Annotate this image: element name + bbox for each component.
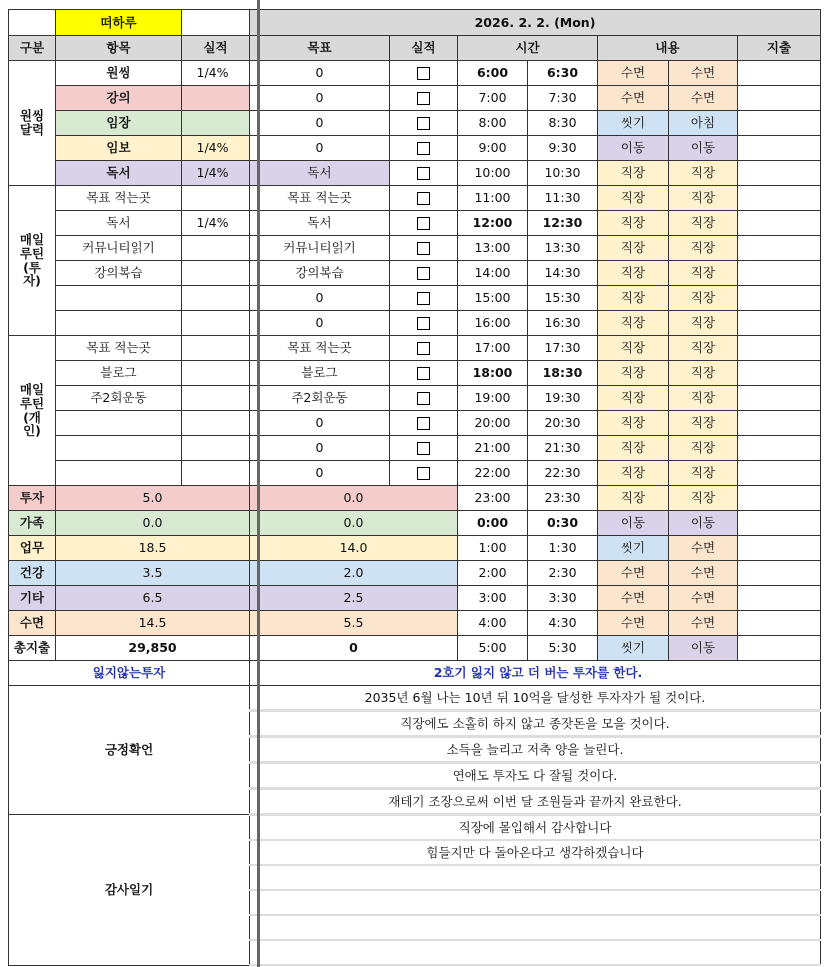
expense-cell[interactable] [738, 161, 821, 186]
expense-cell[interactable] [738, 136, 821, 161]
summary-label: 건강 [9, 561, 56, 586]
content-cell: 이동 [669, 136, 738, 161]
content-cell: 수면 [669, 611, 738, 636]
checkbox-cell [390, 61, 458, 86]
summary-actual: 3.5 [56, 561, 250, 586]
time-start: 21:00 [458, 436, 528, 461]
item-cell: 임장 [56, 111, 182, 136]
checkbox-cell [390, 286, 458, 311]
time-end: 16:30 [528, 311, 598, 336]
item-cell [56, 311, 182, 336]
expense-cell[interactable] [738, 286, 821, 311]
time-start: 23:00 [458, 486, 528, 511]
checkbox[interactable] [417, 267, 430, 280]
expense-cell[interactable] [738, 561, 821, 586]
affirmation-row [9, 686, 821, 711]
checkbox[interactable] [417, 92, 430, 105]
content-cell: 이동 [669, 636, 738, 661]
checkbox[interactable] [417, 442, 430, 455]
checkbox-cell [390, 186, 458, 211]
item-cell: 독서 [56, 211, 182, 236]
checkbox[interactable] [417, 392, 430, 405]
result-cell [182, 236, 250, 261]
content-cell: 직장 [669, 336, 738, 361]
goal-cell: 0 [250, 311, 390, 336]
goal-cell: 목표 적는곳 [250, 186, 390, 211]
goal-cell: 블로그 [250, 361, 390, 386]
content-cell: 직장 [669, 236, 738, 261]
content-cell: 직장 [598, 211, 669, 236]
result-cell: 1/4% [182, 61, 250, 86]
summary-row [9, 511, 821, 536]
result-cell [182, 386, 250, 411]
time-end: 12:30 [528, 211, 598, 236]
goal-cell: 0 [250, 461, 390, 486]
expense-cell[interactable] [738, 386, 821, 411]
item-cell [56, 286, 182, 311]
result-cell [182, 361, 250, 386]
checkbox[interactable] [417, 117, 430, 130]
content-cell: 이동 [669, 511, 738, 536]
content-cell: 직장 [598, 236, 669, 261]
content-cell: 직장 [669, 461, 738, 486]
expense-cell[interactable] [738, 461, 821, 486]
time-end: 20:30 [528, 411, 598, 436]
gratitude-line[interactable] [250, 865, 821, 890]
col-result2: 실적 [390, 36, 458, 61]
content-cell: 아침 [669, 111, 738, 136]
checkbox-cell [390, 436, 458, 461]
checkbox[interactable] [417, 367, 430, 380]
summary-goal: 2.0 [250, 561, 458, 586]
result-cell [182, 111, 250, 136]
schedule-row [9, 436, 821, 461]
summary-label: 업무 [9, 536, 56, 561]
content-cell: 수면 [598, 611, 669, 636]
expense-cell[interactable] [738, 611, 821, 636]
checkbox-cell [390, 386, 458, 411]
col-category: 구분 [9, 36, 56, 61]
content-cell: 직장 [669, 411, 738, 436]
item-cell: 커뮤니티읽기 [56, 236, 182, 261]
checkbox-cell [390, 311, 458, 336]
item-cell: 목표 적는곳 [56, 186, 182, 211]
goal-cell: 커뮤니티읽기 [250, 236, 390, 261]
result-cell [182, 411, 250, 436]
expense-cell[interactable] [738, 211, 821, 236]
content-cell: 직장 [598, 261, 669, 286]
time-start: 20:00 [458, 411, 528, 436]
time-start: 18:00 [458, 361, 528, 386]
goal-cell: 주2회운동 [250, 386, 390, 411]
content-cell: 직장 [598, 386, 669, 411]
schedule-row [9, 61, 821, 86]
time-end: 21:30 [528, 436, 598, 461]
content-cell: 수면 [669, 61, 738, 86]
content-cell: 직장 [598, 461, 669, 486]
content-cell: 수면 [598, 86, 669, 111]
col-item: 항목 [56, 36, 182, 61]
col-result: 실적 [182, 36, 250, 61]
schedule-row [9, 386, 821, 411]
checkbox[interactable] [417, 417, 430, 430]
goal-cell: 0 [250, 286, 390, 311]
checkbox[interactable] [417, 142, 430, 155]
item-cell: 원씽 [56, 61, 182, 86]
time-start: 9:00 [458, 136, 528, 161]
schedule-row [9, 211, 821, 236]
checkbox[interactable] [417, 167, 430, 180]
goal-cell: 0 [250, 86, 390, 111]
content-cell: 씻기 [598, 536, 669, 561]
content-cell: 직장 [669, 186, 738, 211]
summary-actual: 0.0 [56, 511, 250, 536]
gratitude-line[interactable] [250, 940, 821, 965]
result-cell [182, 461, 250, 486]
summary-goal: 2.5 [250, 586, 458, 611]
content-cell: 이동 [598, 136, 669, 161]
content-cell: 직장 [669, 286, 738, 311]
time-start: 4:00 [458, 611, 528, 636]
expense-cell[interactable] [738, 436, 821, 461]
checkbox[interactable] [417, 317, 430, 330]
checkbox-cell [390, 211, 458, 236]
time-start: 8:00 [458, 111, 528, 136]
summary-label: 기타 [9, 586, 56, 611]
checkbox-cell [390, 236, 458, 261]
schedule-row [9, 286, 821, 311]
affirmation-line: 소득을 늘리고 저축 양을 늘린다. [250, 737, 821, 763]
affirmation-line: 연애도 투자도 다 잘될 것이다. [250, 763, 821, 789]
time-start: 0:00 [458, 511, 528, 536]
result-cell: 1/4% [182, 136, 250, 161]
item-cell: 독서 [56, 161, 182, 186]
section-label-personal: 매일 루틴 (개 인) [9, 336, 56, 486]
summary-goal: 14.0 [250, 536, 458, 561]
summary-actual: 18.5 [56, 536, 250, 561]
time-end: 22:30 [528, 461, 598, 486]
summary-row [9, 536, 821, 561]
item-cell [56, 436, 182, 461]
goal-cell: 0 [250, 136, 390, 161]
section-label-invest: 매일 루틴 (투 자) [9, 186, 56, 336]
schedule-row [9, 261, 821, 286]
summary-row [9, 486, 821, 511]
expense-cell[interactable] [738, 486, 821, 511]
result-cell [182, 286, 250, 311]
time-start: 22:00 [458, 461, 528, 486]
time-end: 9:30 [528, 136, 598, 161]
time-end: 13:30 [528, 236, 598, 261]
checkbox[interactable] [417, 192, 430, 205]
time-end: 1:30 [528, 536, 598, 561]
checkbox-cell [390, 261, 458, 286]
summary-row [9, 586, 821, 611]
header-date: 2026. 2. 2. (Mon) [250, 10, 821, 36]
schedule-row [9, 336, 821, 361]
summary-actual: 29,850 [56, 636, 250, 661]
content-cell: 직장 [598, 161, 669, 186]
expense-cell[interactable] [738, 236, 821, 261]
summary-actual: 5.0 [56, 486, 250, 511]
summary-goal: 0.0 [250, 486, 458, 511]
summary-label: 총지출 [9, 636, 56, 661]
expense-cell[interactable] [738, 361, 821, 386]
gratitude-line[interactable]: 힘들지만 다 돌아온다고 생각하겠습니다 [250, 840, 821, 865]
expense-cell[interactable] [738, 511, 821, 536]
time-start: 19:00 [458, 386, 528, 411]
checkbox[interactable] [417, 342, 430, 355]
item-cell: 임보 [56, 136, 182, 161]
summary-row [9, 561, 821, 586]
time-end: 15:30 [528, 286, 598, 311]
content-cell: 수면 [669, 86, 738, 111]
time-end: 17:30 [528, 336, 598, 361]
time-start: 16:00 [458, 311, 528, 336]
time-end: 10:30 [528, 161, 598, 186]
schedule-row [9, 461, 821, 486]
item-cell: 강의복습 [56, 261, 182, 286]
expense-cell[interactable] [738, 311, 821, 336]
expense-cell[interactable] [738, 261, 821, 286]
schedule-row [9, 411, 821, 436]
time-end: 23:30 [528, 486, 598, 511]
content-cell: 씻기 [598, 636, 669, 661]
affirmation-label: 긍정확언 [9, 686, 250, 815]
result-cell [182, 186, 250, 211]
result-cell: 1/4% [182, 161, 250, 186]
content-cell: 이동 [598, 511, 669, 536]
summary-label: 투자 [9, 486, 56, 511]
content-cell: 직장 [669, 311, 738, 336]
expense-cell[interactable] [738, 86, 821, 111]
result-cell: 1/4% [182, 211, 250, 236]
time-end: 18:30 [528, 361, 598, 386]
schedule-row [9, 86, 821, 111]
time-end: 0:30 [528, 511, 598, 536]
expense-cell[interactable] [738, 111, 821, 136]
goal-cell: 강의복습 [250, 261, 390, 286]
motto-text: 2호기 잃지 않고 더 버는 투자를 한다. [250, 661, 821, 686]
summary-goal: 5.5 [250, 611, 458, 636]
col-goal: 목표 [250, 36, 390, 61]
gratitude-row [9, 815, 821, 841]
content-cell: 직장 [598, 311, 669, 336]
expense-cell[interactable] [738, 336, 821, 361]
gratitude-label: 감사일기 [9, 815, 250, 966]
checkbox[interactable] [417, 467, 430, 480]
goal-cell: 0 [250, 411, 390, 436]
gratitude-line[interactable]: 직장에 몰입해서 감사합니다 [250, 815, 821, 841]
expense-cell[interactable] [738, 636, 821, 661]
checkbox-cell [390, 336, 458, 361]
schedule-row [9, 136, 821, 161]
content-cell: 씻기 [598, 111, 669, 136]
section-label-onething: 원씽 달력 [9, 61, 56, 186]
time-end: 11:30 [528, 186, 598, 211]
content-cell: 수면 [669, 561, 738, 586]
summary-label: 수면 [9, 611, 56, 636]
content-cell: 직장 [598, 286, 669, 311]
gratitude-line[interactable] [250, 890, 821, 915]
schedule-row [9, 311, 821, 336]
time-start: 5:00 [458, 636, 528, 661]
content-cell: 직장 [669, 361, 738, 386]
expense-cell[interactable] [738, 536, 821, 561]
checkbox[interactable] [417, 292, 430, 305]
checkbox-cell [390, 136, 458, 161]
content-cell: 직장 [598, 411, 669, 436]
col-content: 내용 [598, 36, 738, 61]
time-start: 3:00 [458, 586, 528, 611]
item-cell: 주2회운동 [56, 386, 182, 411]
goal-cell: 독서 [250, 161, 390, 186]
item-cell: 목표 적는곳 [56, 336, 182, 361]
expense-cell[interactable] [738, 186, 821, 211]
summary-label: 가족 [9, 511, 56, 536]
time-start: 17:00 [458, 336, 528, 361]
time-end: 5:30 [528, 636, 598, 661]
time-end: 19:30 [528, 386, 598, 411]
time-end: 14:30 [528, 261, 598, 286]
checkbox-cell [390, 161, 458, 186]
result-cell [182, 261, 250, 286]
schedule-row [9, 236, 821, 261]
checkbox-cell [390, 461, 458, 486]
divider-line [257, 0, 260, 967]
content-cell: 직장 [598, 436, 669, 461]
checkbox-cell [390, 111, 458, 136]
content-cell: 직장 [669, 386, 738, 411]
schedule-row [9, 111, 821, 136]
summary-goal: 0.0 [250, 511, 458, 536]
affirmation-line: 직장에도 소홀히 하지 않고 종잣돈을 모을 것이다. [250, 711, 821, 737]
checkbox[interactable] [417, 242, 430, 255]
col-time: 시간 [458, 36, 598, 61]
content-cell: 직장 [598, 186, 669, 211]
content-cell: 직장 [669, 211, 738, 236]
item-cell [56, 461, 182, 486]
checkbox-cell [390, 361, 458, 386]
result-cell [182, 311, 250, 336]
checkbox-cell [390, 411, 458, 436]
checkbox[interactable] [417, 67, 430, 80]
time-start: 14:00 [458, 261, 528, 286]
item-cell [56, 411, 182, 436]
time-start: 11:00 [458, 186, 528, 211]
content-cell: 직장 [669, 161, 738, 186]
gratitude-line[interactable] [250, 915, 821, 940]
time-start: 2:00 [458, 561, 528, 586]
content-cell: 직장 [598, 361, 669, 386]
time-end: 6:30 [528, 61, 598, 86]
goal-cell: 0 [250, 111, 390, 136]
time-start: 15:00 [458, 286, 528, 311]
schedule-row [9, 361, 821, 386]
summary-row [9, 611, 821, 636]
goal-cell: 목표 적는곳 [250, 336, 390, 361]
planner-table [8, 9, 821, 966]
content-cell: 직장 [598, 486, 669, 511]
result-cell [182, 436, 250, 461]
summary-row [9, 636, 821, 661]
summary-actual: 6.5 [56, 586, 250, 611]
content-cell: 수면 [598, 61, 669, 86]
time-start: 7:00 [458, 86, 528, 111]
expense-cell[interactable] [738, 586, 821, 611]
expense-cell[interactable] [738, 411, 821, 436]
time-end: 3:30 [528, 586, 598, 611]
content-cell: 수면 [598, 586, 669, 611]
header-title: 떠하루 [56, 10, 182, 36]
goal-cell: 0 [250, 61, 390, 86]
time-start: 12:00 [458, 211, 528, 236]
result-cell [182, 336, 250, 361]
time-end: 8:30 [528, 111, 598, 136]
goal-cell: 0 [250, 436, 390, 461]
content-cell: 수면 [598, 561, 669, 586]
time-end: 4:30 [528, 611, 598, 636]
content-cell: 직장 [669, 261, 738, 286]
content-cell: 직장 [598, 336, 669, 361]
content-cell: 직장 [669, 486, 738, 511]
schedule-row [9, 161, 821, 186]
col-expense: 지출 [738, 36, 821, 61]
schedule-row [9, 186, 821, 211]
affirmation-line: 2035년 6월 나는 10년 뒤 10억을 달성한 투자자가 될 것이다. [250, 686, 821, 711]
summary-actual: 14.5 [56, 611, 250, 636]
item-cell: 블로그 [56, 361, 182, 386]
checkbox[interactable] [417, 217, 430, 230]
content-cell: 직장 [669, 436, 738, 461]
motto-row [9, 661, 821, 686]
item-cell: 강의 [56, 86, 182, 111]
content-cell: 수면 [669, 536, 738, 561]
time-start: 1:00 [458, 536, 528, 561]
goal-cell: 독서 [250, 211, 390, 236]
expense-cell[interactable] [738, 61, 821, 86]
motto-label: 잃지않는투자 [9, 661, 250, 686]
affirmation-line: 재테기 조장으로써 이번 달 조원들과 끝까지 완료한다. [250, 789, 821, 815]
time-start: 6:00 [458, 61, 528, 86]
time-end: 7:30 [528, 86, 598, 111]
content-cell: 수면 [669, 586, 738, 611]
result-cell [182, 86, 250, 111]
checkbox-cell [390, 86, 458, 111]
time-start: 13:00 [458, 236, 528, 261]
time-start: 10:00 [458, 161, 528, 186]
summary-goal: 0 [250, 636, 458, 661]
time-end: 2:30 [528, 561, 598, 586]
